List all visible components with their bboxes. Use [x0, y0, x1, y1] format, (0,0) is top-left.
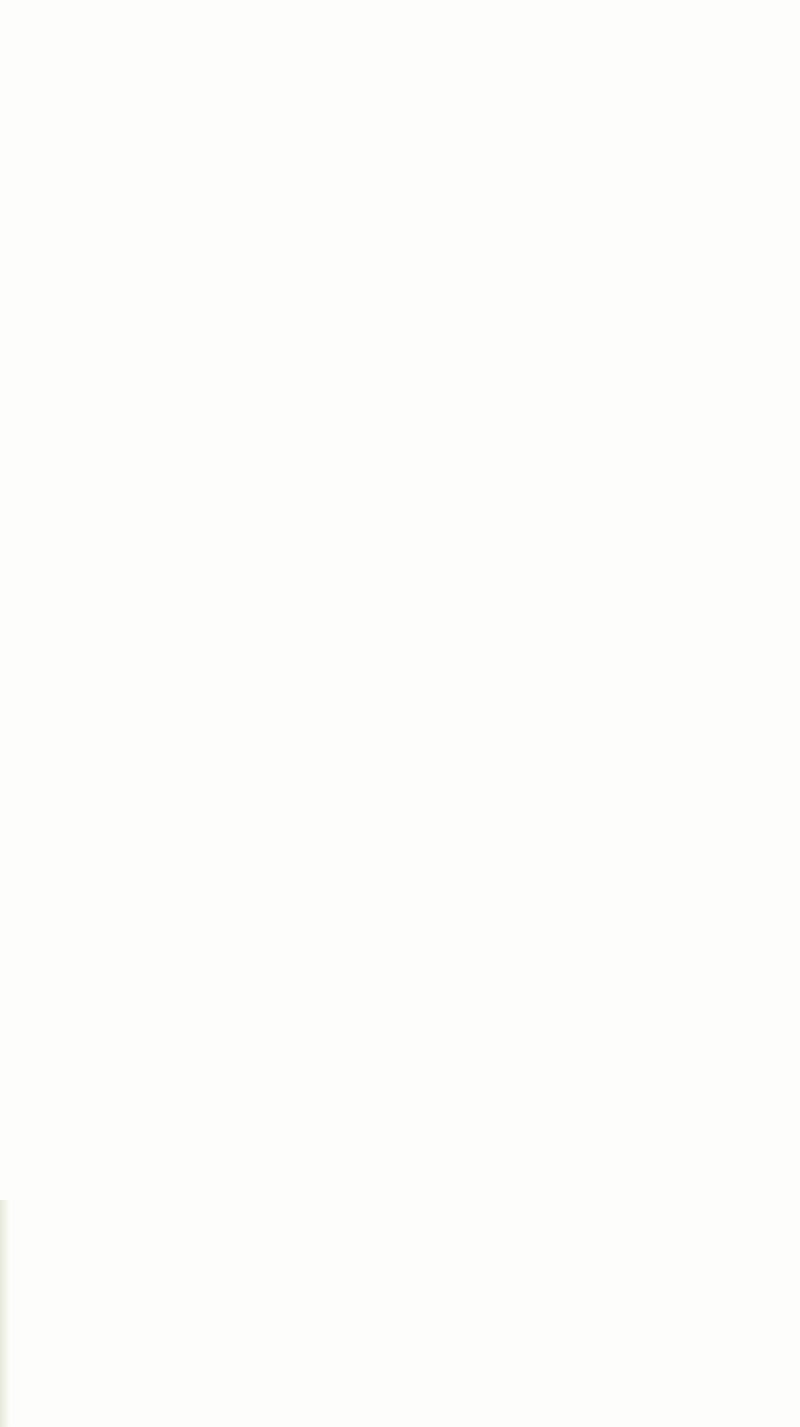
page-edge-stain — [0, 1200, 10, 1427]
